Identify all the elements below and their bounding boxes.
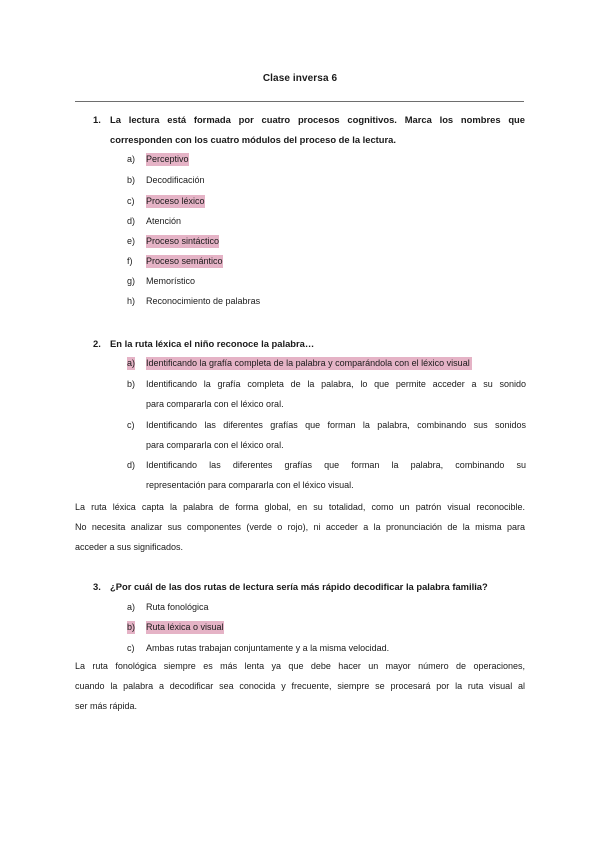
- question-1-number: 1.: [93, 114, 101, 125]
- q3-option-b-letter: b): [127, 622, 136, 632]
- q2-option-c-letter: c): [127, 420, 135, 430]
- q2-explanation-line2: No necesita analizar sus componentes (verde o rojo), ni acceder a la pronunciación de la misma para: [75, 522, 525, 532]
- q1-option-c-letter: c): [127, 196, 135, 206]
- q1-option-g-letter: g): [127, 276, 136, 286]
- q2-option-a-text: Identificando la grafía completa de la palabra y comparándola con el léxico visual: [146, 358, 470, 368]
- q1-option-e-text: Proceso sintáctico: [146, 236, 220, 246]
- q2-option-b-line2: para compararla con el léxico oral.: [146, 399, 284, 409]
- question-3-number: 3.: [93, 581, 101, 592]
- q3-option-a-letter: a): [127, 602, 136, 612]
- q3-explanation-line1: La ruta fonológica siempre es más lenta ya que debe hacer un mayor número de operaciones,: [75, 661, 525, 671]
- q3-explanation-line3: ser más rápida.: [75, 701, 138, 711]
- q3-explanation: [75, 656, 525, 716]
- q1-option-c-text: Proceso léxico: [146, 196, 205, 206]
- q2-option-d-letter: d): [127, 460, 136, 470]
- q2-explanation: [75, 497, 525, 557]
- q1-option-b-letter: b): [127, 175, 136, 185]
- q1-option-b-text: Decodificación: [146, 175, 205, 185]
- q1-option-h-text: Reconocimiento de palabras: [146, 296, 261, 306]
- q2-option-a-letter: a): [127, 358, 136, 368]
- q3-option-c-text: Ambas rutas trabajan conjuntamente y a la misma velocidad.: [146, 643, 390, 653]
- q2-option-c-line1: Identificando las diferentes grafías que forman la palabra, combinando sus sonidos: [146, 420, 526, 430]
- q1-option-a-text: Perceptivo: [146, 154, 189, 164]
- q2-option-b-line1: Identificando la grafía completa de la palabra, lo que permite acceder a su sonido: [146, 379, 526, 389]
- q3-option-c-letter: c): [127, 643, 135, 653]
- q2-option-d-line1: Identificando las diferentes grafías que forman la palabra, combinando su: [146, 460, 526, 470]
- q3-option-a-text: Ruta fonológica: [146, 602, 209, 612]
- q1-option-f-letter: f): [127, 256, 133, 266]
- q1-option-a-letter: a): [127, 154, 136, 164]
- question-2-number: 2.: [93, 338, 101, 349]
- q1-option-g-text: Memorístico: [146, 276, 196, 286]
- q3-option-b-text: Ruta léxica o visual: [146, 622, 224, 632]
- q1-option-f-text: Proceso semántico: [146, 256, 223, 266]
- q3-explanation-line2: cuando la palabra a decodificar sea conocida y frecuente, siempre se procesará por la ruta visual al: [75, 681, 525, 691]
- q2-explanation-line3: acceder a sus significados.: [75, 542, 184, 552]
- q1-option-d-letter: d): [127, 216, 136, 226]
- header-divider: [75, 101, 524, 102]
- q2-option-c-line2: para compararla con el léxico oral.: [146, 440, 284, 450]
- q2-option-b-letter: b): [127, 379, 136, 389]
- question-3-text: ¿Por cuál de las dos rutas de lectura sería más rápido decodificar la palabra familia?: [110, 581, 488, 592]
- q1-option-h-letter: h): [127, 296, 136, 306]
- q1-option-e-letter: e): [127, 236, 136, 246]
- q2-explanation-line1: La ruta léxica capta la palabra de forma global, en su totalidad, como un patrón visual reconocible.: [75, 502, 525, 512]
- q1-option-d-text: Atención: [146, 216, 182, 226]
- question-2-text: En la ruta léxica el niño reconoce la palabra…: [110, 338, 315, 349]
- q2-option-d-line2: representación para compararla con el léxico visual.: [146, 480, 354, 490]
- page-title: Clase inversa 6: [262, 73, 338, 84]
- question-1-text-line2: corresponden con los cuatro módulos del proceso de la lectura.: [110, 134, 397, 145]
- question-1-text-line1: La lectura está formada por cuatro procesos cognitivos. Marca los nombres que: [110, 114, 525, 125]
